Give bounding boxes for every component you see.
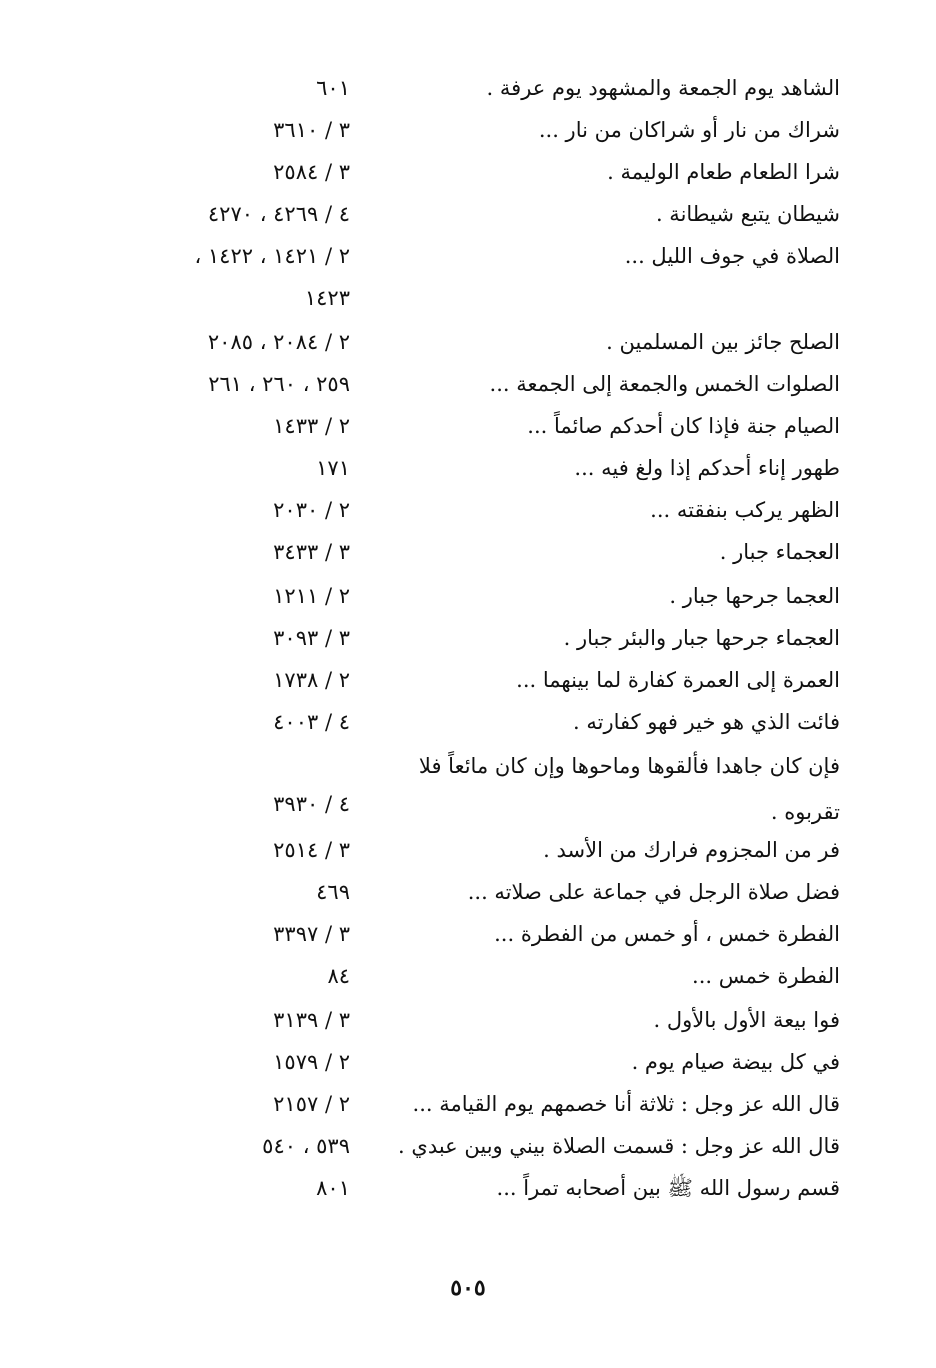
index-entry xyxy=(150,490,840,530)
hadith-text: العمرة إلى العمرة كفارة لما بينهما ... xyxy=(516,668,840,692)
hadith-text-line1: فإن كان جاهدا فألقوها وماحوها وإن كان مائعاً فلا xyxy=(418,754,840,778)
page-number: ٥٠٥ xyxy=(450,1275,486,1301)
index-entry xyxy=(150,110,840,150)
hadith-text: شراك من نار أو شراكان من نار ... xyxy=(538,118,840,142)
hadith-reference: ٣ / ٣٦١٠ xyxy=(273,118,350,142)
hadith-reference: ٤ / ٣٩٣٠ xyxy=(273,792,350,816)
hadith-reference: ٢ / ١٤٢١ ، ١٤٢٢ ، xyxy=(194,244,350,268)
hadith-reference: ٢ / ١٧٣٨ xyxy=(273,668,350,692)
hadith-reference: ٣ / ٣١٣٩ xyxy=(273,1008,350,1032)
hadith-reference: ٣ / ٣٤٣٣ xyxy=(273,540,350,564)
hadith-text: فر من المجزوم فرارك من الأسد . xyxy=(543,838,840,862)
hadith-text: شرا الطعام طعام الوليمة . xyxy=(607,160,840,184)
hadith-text: قال الله عز وجل : قسمت الصلاة بيني وبين عبدي . xyxy=(398,1134,840,1158)
hadith-text-line2: تقربوه . xyxy=(770,800,840,824)
hadith-reference: ٢ / ١٥٧٩ xyxy=(273,1050,350,1074)
hadith-reference: ٣ / ٣٠٩٣ xyxy=(273,626,350,650)
hadith-text: الصيام جنة فإذا كان أحدكم صائماً ... xyxy=(527,414,840,438)
index-entry xyxy=(150,1168,840,1208)
index-entry xyxy=(150,68,840,108)
index-entry xyxy=(150,194,840,234)
hadith-reference: ٤ / ٤٠٠٣ xyxy=(273,710,350,734)
index-entry xyxy=(150,1042,840,1082)
hadith-text: الفطرة خمس ، أو خمس من الفطرة ... xyxy=(494,922,840,946)
index-entry xyxy=(150,618,840,658)
hadith-text: قسم رسول الله ﷺ بين أصحابه تمراً ... xyxy=(496,1176,840,1200)
index-entry xyxy=(150,1000,840,1040)
hadith-text: العجماء جبار . xyxy=(719,540,840,564)
hadith-text: العجماء جرحها جبار والبئر جبار . xyxy=(563,626,840,650)
index-entry xyxy=(150,872,840,912)
index-entry-continuation xyxy=(150,278,840,318)
index-entry xyxy=(150,532,840,572)
hadith-text: الفطرة خمس ... xyxy=(692,964,840,988)
index-entry xyxy=(150,1084,840,1124)
hadith-text: طهور إناء أحدكم إذا ولغ فيه ... xyxy=(574,456,840,480)
index-entry xyxy=(150,660,840,700)
index-entry xyxy=(150,322,840,362)
hadith-reference: ٤٦٩ xyxy=(316,880,350,904)
hadith-text: الشاهد يوم الجمعة والمشهود يوم عرفة . xyxy=(486,76,840,100)
hadith-text: فائت الذي هو خير فهو كفارته . xyxy=(573,710,840,734)
hadith-reference: ٥٣٩ ، ٥٤٠ xyxy=(262,1134,350,1158)
hadith-text: فوا بيعة الأول بالأول . xyxy=(653,1008,840,1032)
hadith-reference: ٢ / ٢١٥٧ xyxy=(273,1092,350,1116)
index-entry xyxy=(150,1126,840,1166)
hadith-text: شيطان يتبع شيطانة . xyxy=(655,202,840,226)
index-entry xyxy=(150,406,840,446)
index-entry xyxy=(150,364,840,404)
hadith-reference: ٦٠١ xyxy=(316,76,350,100)
hadith-text: الصلوات الخمس والجمعة إلى الجمعة ... xyxy=(489,372,840,396)
hadith-reference: ٤ / ٤٢٦٩ ، ٤٢٧٠ xyxy=(207,202,350,226)
index-entry xyxy=(150,448,840,488)
hadith-reference: ٢ / ٢٠٣٠ xyxy=(273,498,350,522)
hadith-reference: ٢ / ١٤٣٣ xyxy=(273,414,350,438)
index-entry xyxy=(150,152,840,192)
index-entry xyxy=(150,576,840,616)
hadith-reference: ٨٤ xyxy=(327,964,350,988)
hadith-reference: ٢ / ٢٠٨٤ ، ٢٠٨٥ xyxy=(207,330,350,354)
hadith-reference: ٢ / ١٢١١ xyxy=(273,584,350,608)
hadith-text: الظهر يركب بنفقته ... xyxy=(650,498,840,522)
index-entry xyxy=(150,830,840,870)
hadith-reference: ٢٥٩ ، ٢٦٠ ، ٢٦١ xyxy=(208,372,350,396)
hadith-reference: ٣ / ٣٣٩٧ xyxy=(273,922,350,946)
hadith-reference: ١٤٢٣ xyxy=(304,286,350,310)
hadith-text: في كل بيضة صيام يوم . xyxy=(631,1050,840,1074)
hadith-text: العجما جرحها جبار . xyxy=(669,584,840,608)
hadith-text: فضل صلاة الرجل في جماعة على صلاته ... xyxy=(467,880,840,904)
index-entry xyxy=(150,236,840,276)
hadith-reference: ٣ / ٢٥٨٤ xyxy=(273,160,350,184)
index-entry xyxy=(150,914,840,954)
hadith-text: قال الله عز وجل : ثلاثة أنا خصمهم يوم القيامة ... xyxy=(412,1092,840,1116)
hadith-reference: ١٧١ xyxy=(316,456,350,480)
hadith-text: الصلح جائز بين المسلمين . xyxy=(606,330,840,354)
hadith-reference: ٣ / ٢٥١٤ xyxy=(273,838,350,862)
index-entry xyxy=(150,702,840,742)
hadith-reference: ٨٠١ xyxy=(316,1176,350,1200)
index-entry xyxy=(150,956,840,996)
hadith-text: الصلاة في جوف الليل ... xyxy=(624,244,840,268)
